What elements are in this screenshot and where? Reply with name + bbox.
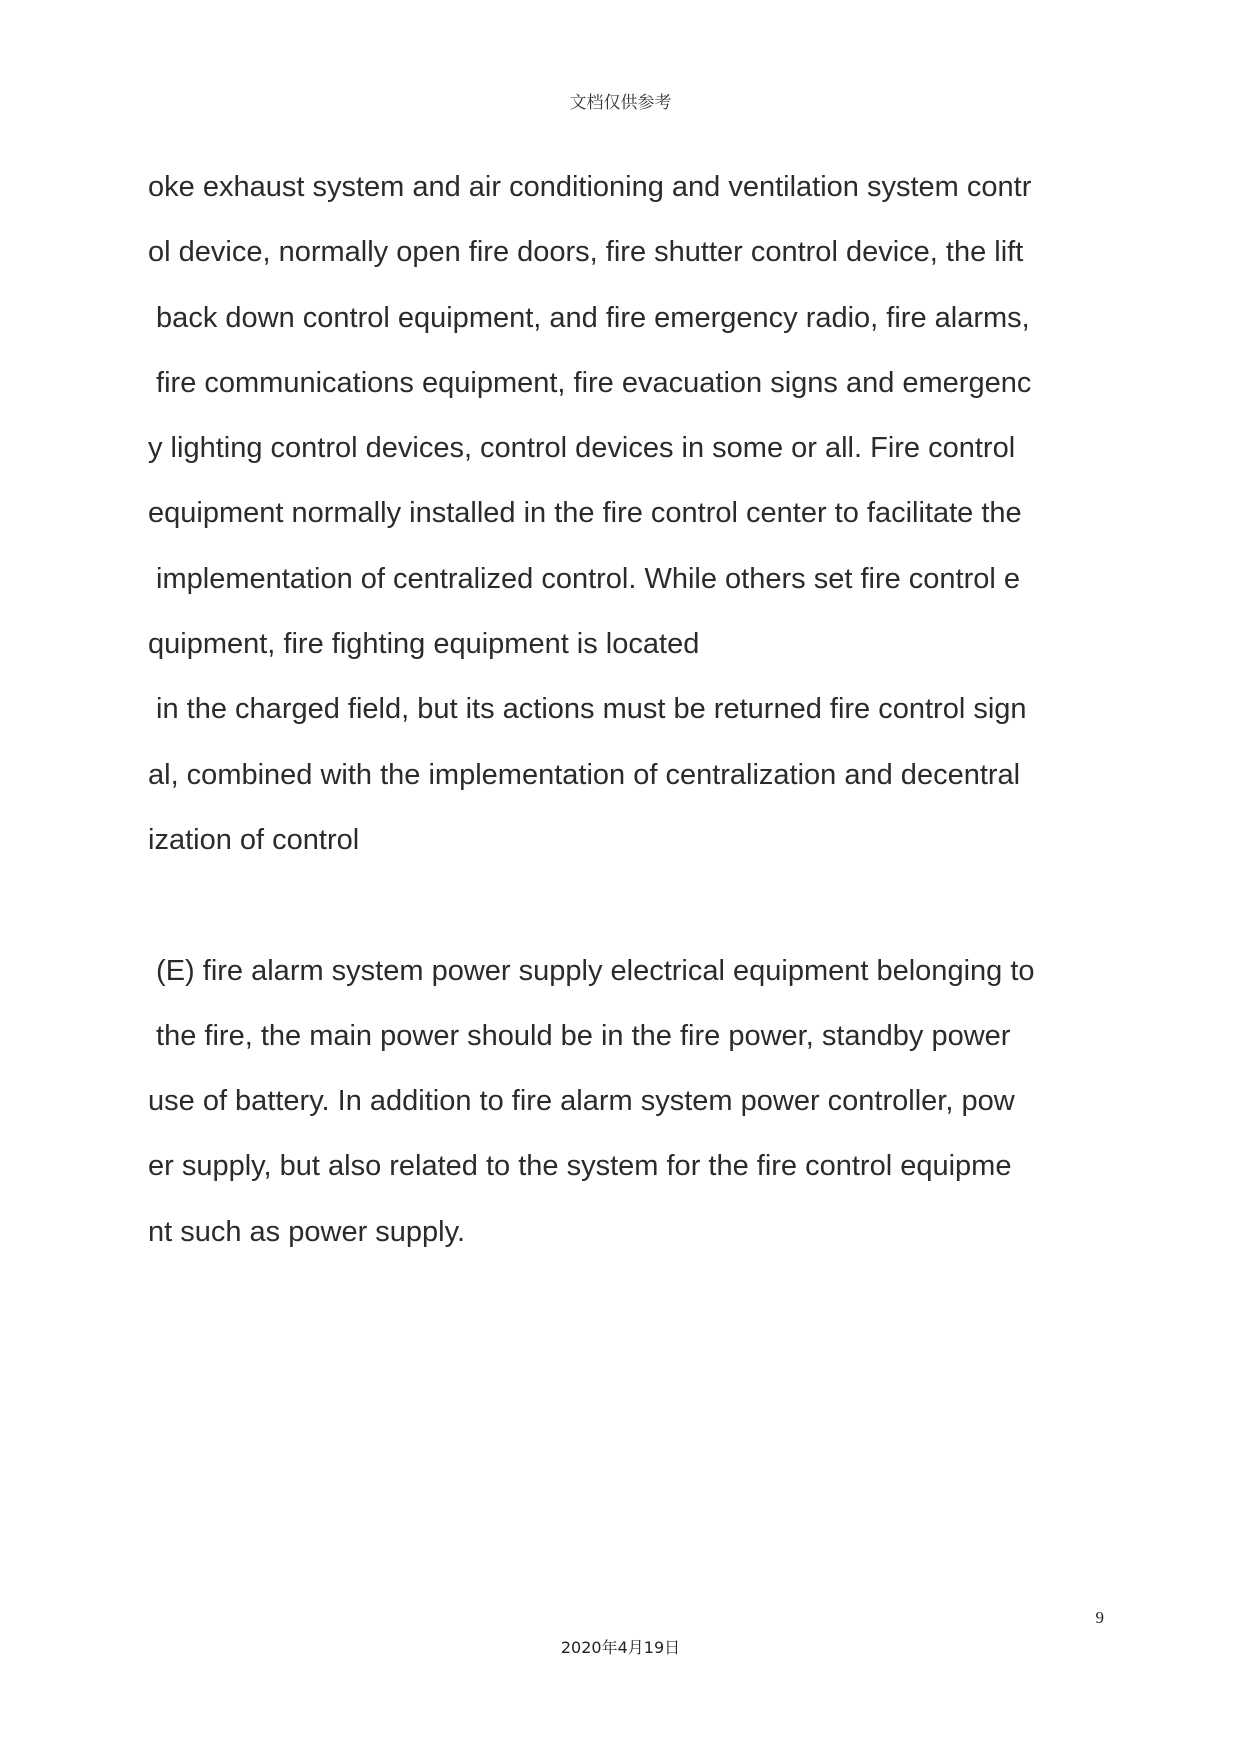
text-line: ol device, normally open fire doors, fire shutter control device, the lift: [148, 236, 1024, 269]
text-line: back down control equipment, and fire emergency radio, fire alarms,: [148, 301, 1030, 334]
text-line: al, combined with the implementation of centralization and decentral: [148, 758, 1021, 791]
text-line: in the charged field, but its actions must be returned fire control sign: [148, 693, 1027, 726]
page-header: 文档仅供参考: [569, 93, 672, 113]
footer-date: 2020年4月19日: [560, 1638, 681, 1657]
text-line: (E) fire alarm system power supply electrical equipment belonging to: [148, 954, 1035, 987]
paragraph-2: [148, 939, 1108, 1265]
text-line: the fire, the main power should be in the fire power, standby power: [148, 1019, 1011, 1052]
text-line: equipment normally installed in the fire control center to facilitate the: [148, 497, 1022, 530]
text-line: er supply, but also related to the system for the fire control equipme: [148, 1150, 1012, 1183]
text-line: quipment, fire fighting equipment is located: [148, 628, 700, 661]
body-text: [148, 155, 1108, 1265]
text-line: ization of control: [148, 823, 360, 856]
text-line: implementation of centralized control. While others set fire control e: [148, 562, 1021, 595]
text-line: use of battery. In addition to fire alarm system power controller, pow: [148, 1085, 1015, 1118]
paragraph-gap: [148, 873, 1108, 938]
paragraph-1: [148, 155, 1108, 873]
text-line: y lighting control devices, control devices in some or all. Fire control: [148, 432, 1016, 465]
text-line: oke exhaust system and air conditioning and ventilation system contr: [148, 171, 1032, 203]
text-line: fire communications equipment, fire evacuation signs and emergenc: [148, 366, 1032, 399]
text-line: nt such as power supply.: [148, 1215, 466, 1248]
page-number: 9: [1095, 1608, 1104, 1627]
